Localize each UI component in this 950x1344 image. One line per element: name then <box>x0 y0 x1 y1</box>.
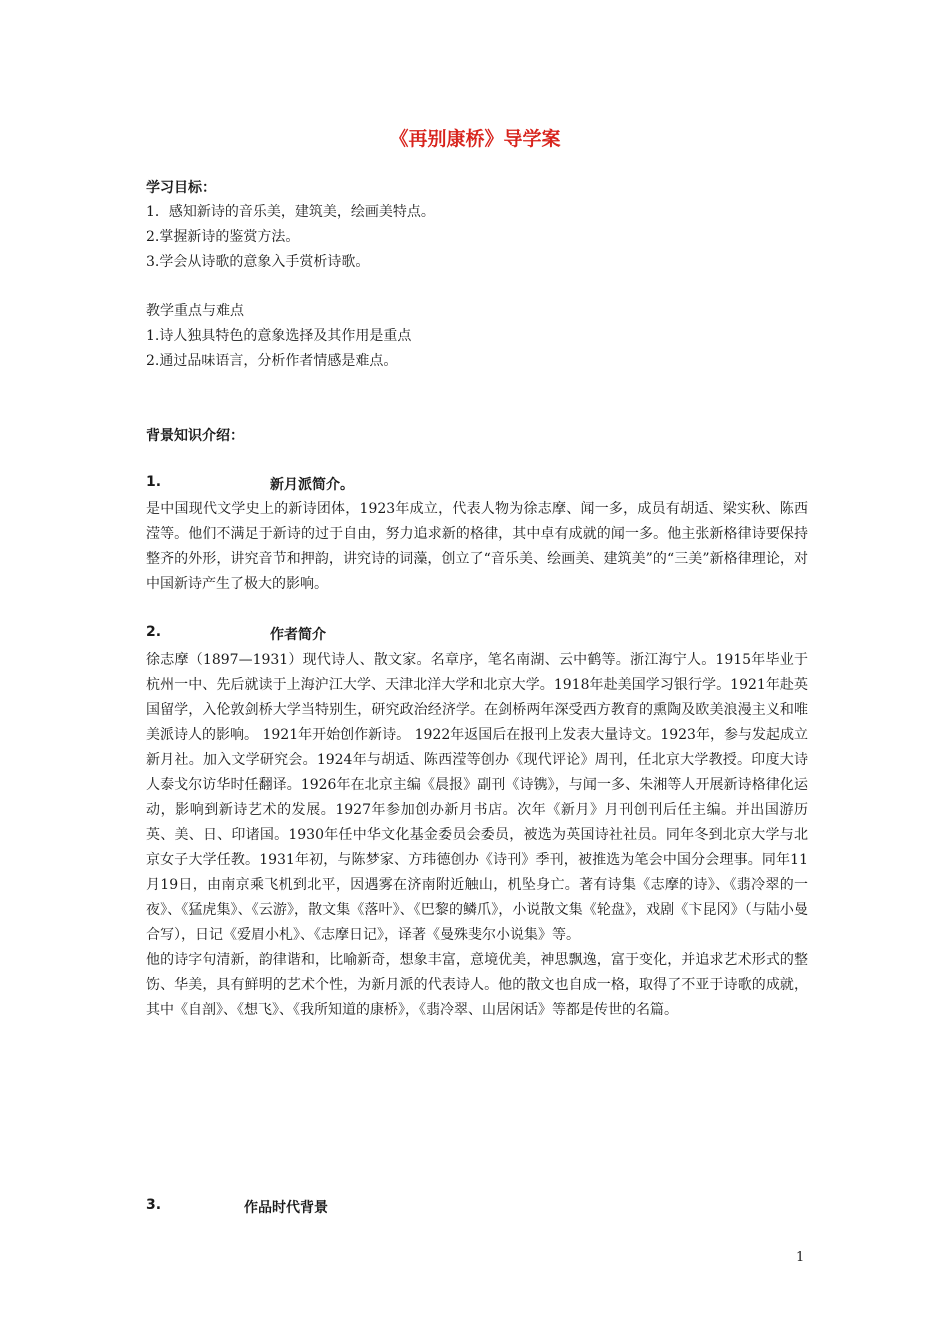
key-point-item: 2.通过品味语言，分析作者情感是难点。 <box>146 353 398 369</box>
paragraph: 徐志摩（1897—1931）现代诗人、散文家。名章序，笔名南湖、云中鹤等。浙江海宁人。1915年毕业于杭州一中、先后就读于上海沪江大学、天津北洋大学和北京大学。1918年赴美国学习银行学。1921年赴英国留学，入伦敦剑桥大学当特别生，研究政治经济学。在剑桥两年深受西方教育的熏陶及欧美浪漫主义和唯美派诗人的影响。 1921年开始创作新诗。 1922年返国后在报刊上发表大量诗文。1923年，参与发起成立新月社。加入文学研究会。1924年与胡适、陈西滢等创办《现代评论》周刊，任北京大学教授。印度大诗人泰戈尔访华时任翻译。1926年在北京主编《晨报》副刊《诗镌》，与闻一多、朱湘等人开展新诗格律化运动，影响到新诗艺术的发展。1927年参加创办新月书店。次年《新月》月刊创刊后任主编。并出国游历英、美、日、印诸国。1930年任中华文化基金委员会委员，被选为英国诗社社员。同年冬到北京大学与北京女子大学任教。1931年初，与陈梦家、方玮德创办《诗刊》季刊，被推选为笔会中国分会理事。同年11月19日，由南京乘飞机到北平，因遇雾在济南附近触山，机坠身亡。著有诗集《志摩的诗》、《翡冷翠的一夜》、《猛虎集》、《云游》，散文集《落叶》、《巴黎的鳞爪》，小说散文集《轮盘》，戏剧《卞昆冈》（与陆小曼合写），日记《爱眉小札》、《志摩日记》，译著《曼殊斐尔小说集》等。 <box>146 652 808 943</box>
objective-item: 2.掌握新诗的鉴赏方法。 <box>146 229 300 245</box>
background-heading: 背景知识介绍： <box>146 428 244 444</box>
section-number: 2. <box>146 624 162 640</box>
document-title: 《再别康桥》导学案 <box>389 128 561 150</box>
section-number: 1. <box>146 474 162 490</box>
section-title: 新月派简介。 <box>270 477 354 493</box>
key-points-heading: 教学重点与难点 <box>146 303 244 319</box>
key-point-item: 1.诗人独具特色的意象选择及其作用是重点 <box>146 328 412 344</box>
objectives-heading: 学习目标： <box>146 180 216 196</box>
page-number: 1 <box>796 1250 805 1265</box>
objective-item: 3.学会从诗歌的意象入手赏析诗歌。 <box>146 254 370 270</box>
section-number: 3. <box>146 1197 162 1213</box>
section-body <box>146 648 808 1023</box>
section-title: 作品时代背景 <box>244 1200 328 1216</box>
paragraph: 是中国现代文学史上的新诗团体，1923年成立，代表人物为徐志摩、闻一多，成员有胡适、梁实秋、陈西滢等。他们不满足于新诗的过于自由，努力追求新的格律，其中卓有成就的闻一多。他主张新格律诗要保持整齐的外形，讲究音节和押韵，讲究诗的词藻，创立了“音乐美、绘画美、建筑美”的“三美”新格律理论，对中国新诗产生了极大的影响。 <box>146 501 808 592</box>
paragraph: 他的诗字句清新，韵律谐和，比喻新奇，想象丰富，意境优美，神思飘逸，富于变化，并追求艺术形式的整饬、华美，具有鲜明的艺术个性，为新月派的代表诗人。他的散文也自成一格，取得了不亚于诗歌的成就，其中《自剖》、《想飞》、《我所知道的康桥》，《翡冷翠、山居闲话》等都是传世的名篇。 <box>146 952 808 1018</box>
section-title: 作者简介 <box>270 627 326 643</box>
objective-item: 1．感知新诗的音乐美，建筑美，绘画美特点。 <box>146 204 435 220</box>
section-body <box>146 497 808 597</box>
